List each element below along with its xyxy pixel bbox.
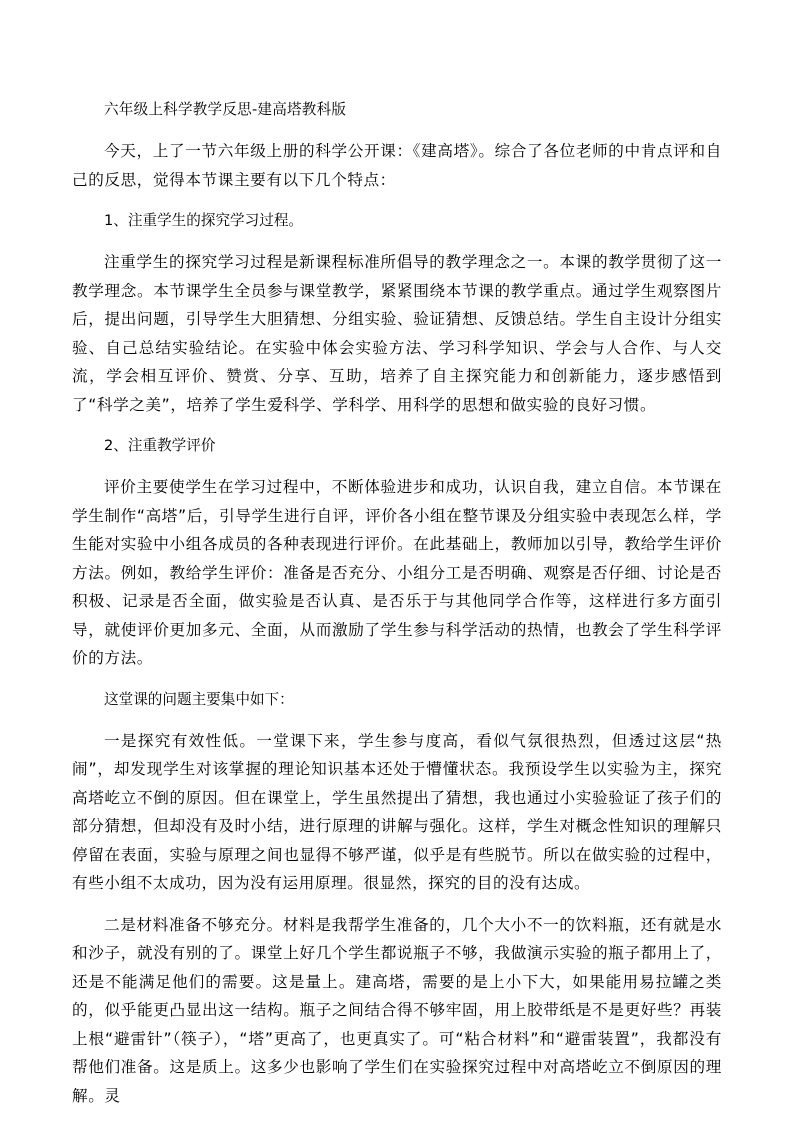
problem-paragraph-2: 二是材料准备不够充分。材料是我帮学生准备的，几个大小不一的饮料瓶，还有就是水和沙子，就没有别的了。课堂上好几个学生都说瓶子不够，我做演示实验的瓶子都用上了，还是不能满足他们的需要。这是量上。建高塔，需要的是上小下大，如果能用易拉罐之类的，似乎能更凸显出这一结构。瓶子之间结合得不够牢固，用上胶带纸是不是更好些？再装上根“避雷针”（筷子），“塔”更高了，也更真实了。可“粘合材料”和“避雷装置”，我都没有帮他们准备。这是质上。这多少也影响了学生们在实验探究过程中对高塔屹立不倒原因的理解。灵	[72, 915, 722, 1105]
section-body-2: 评价主要使学生在学习过程中，不断体验进步和成功，认识自我，建立自信。本节课在学生制作“高塔”后，引导学生进行自评，评价各小组在整节课及分组实验中表现怎么样，学生能对实验中小组各成员的各种表现进行评价。在此基础上，教师加以引导，教给学生评价方法。例如，教给学生评价：准备是否充分、小组分工是否明确、观察是否仔细、讨论是否积极、记录是否全面，做实验是否认真、是否乐于与其他同学合作等，这样进行多方面引导，就使评价更加多元、全面，从而激励了学生参与科学活动的热情，也教会了学生科学评价的方法。	[72, 478, 722, 667]
document-title: 六年级上科学教学反思-建高塔教科版	[104, 101, 347, 118]
section-heading-1: 1、注重学生的探究学习过程。	[104, 212, 304, 229]
section-body-1: 注重学生的探究学习过程是新课程标准所倡导的教学理念之一。本课的教学贯彻了这一教学理念。本节课学生全员参与课堂教学，紧紧围绕本节课的教学重点。通过学生观察图片后，提出问题，引导学生大胆猜想、分组实验、验证猜想、反馈总结。学生自主设计分组实验、自己总结实验结论。在实验中体会实验方法、学习科学知识、学会与人合作、与人交流，学会相互评价、赞赏、分享、互助，培养了自主探究能力和创新能力，逐步感悟到了“科学之美”，培养了学生爱科学、学科学、用科学的思想和做实验的良好习惯。	[72, 253, 722, 414]
intro-paragraph: 今天，上了一节六年级上册的科学公开课：《建高塔》。综合了各位老师的中肯点评和自己的反思，觉得本节课主要有以下几个特点：	[72, 142, 722, 189]
section-heading-2: 2、注重教学评价	[104, 437, 216, 454]
problems-intro: 这堂课的问题主要集中如下：	[104, 690, 294, 708]
document-content	[72, 96, 722, 1123]
problem-paragraph-1: 一是探究有效性低。一堂课下来，学生参与度高，看似气氛很热烈，但透过这层“热闹”，却发现学生对该掌握的理论知识基本还处于懵懂状态。我预设学生以实验为主，探究高塔屹立不倒的原因。但在课堂上，学生虽然提出了猜想，我也通过小实验验证了孩子们的部分猜想，但却没有及时小结，进行原理的讲解与强化。这样，学生对概念性知识的理解只停留在表面，实验与原理之间也显得不够严谨，似乎是有些脱节。所以在做实验的过程中，有些小组不太成功，因为没有运用原理。很显然，探究的目的没有达成。	[72, 731, 722, 892]
